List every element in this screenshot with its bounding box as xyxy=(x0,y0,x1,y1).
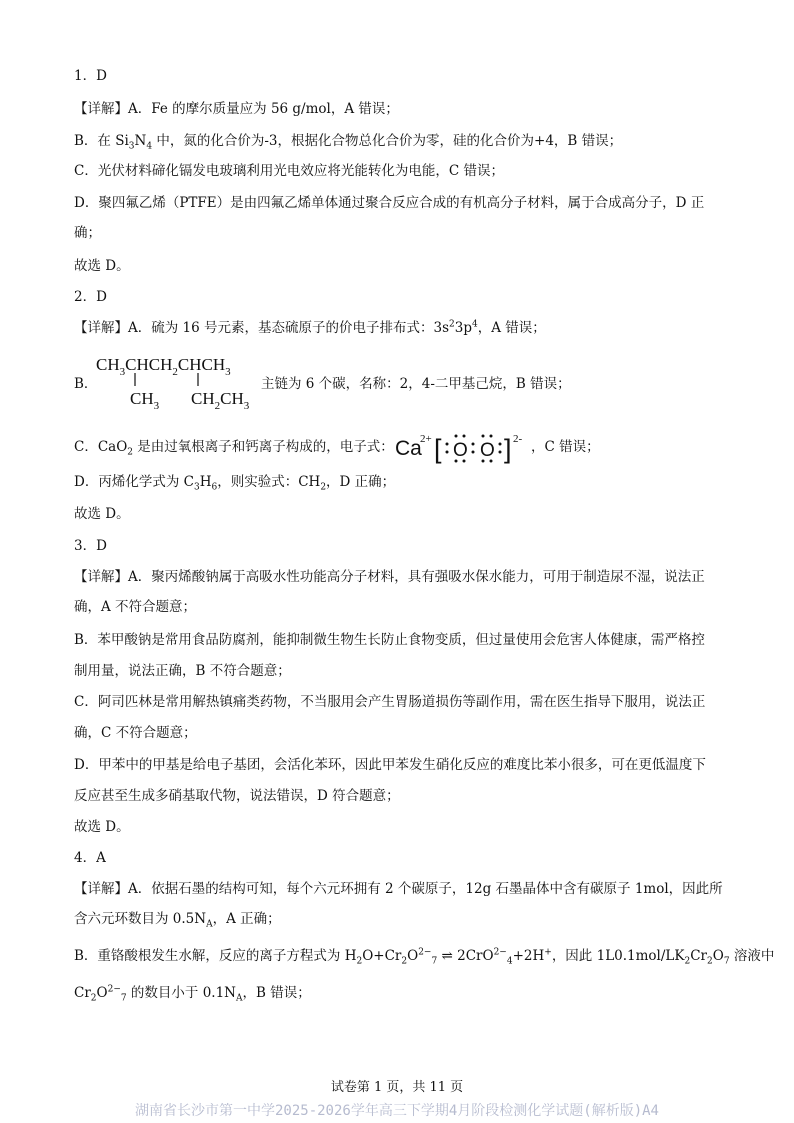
q2-option-b-label: B． xyxy=(74,376,98,392)
q1-answer: 1．D xyxy=(74,68,107,84)
q2-answer: 2．D xyxy=(74,289,107,305)
q4-option-b-line2: $Cr_2O^{2-}_7$ 的数目小于 $0.1N_A$，B 错误； xyxy=(74,984,311,1004)
watermark-text: 湖南省长沙市第一中学2025-2026学年高三下学期4月阶段检测化学试题(解析版)A4 xyxy=(134,1103,659,1119)
q2-option-a: 【详解】A．硫为 16 号元素，基态硫原子的价电子排布式：$3s^23p^4$，A 错误； xyxy=(74,319,546,336)
q3-option-a-line2: 确，A 不符合题意； xyxy=(74,599,197,615)
svg-text:]: ] xyxy=(504,434,512,464)
q1-option-d-line1: D．聚四氟乙烯（PTFE）是由四氟乙烯单体通过聚合反应合成的有机高分子材料，属于合成高分子，D 正 xyxy=(74,195,705,211)
q1-option-d-line2: 确； xyxy=(74,225,101,241)
q3-option-c-line1: C．阿司匹林是常用解热镇痛类药物，不当服用会产生胃肠道损伤等副作用，需在医生指导下服用，说法正 xyxy=(74,694,706,710)
q3-option-a-line1: 【详解】A．聚丙烯酸钠属于高吸水性功能高分子材料，具有强吸水保水能力，可用于制造尿不湿，说法正 xyxy=(74,569,705,585)
structural-formula-dimethylhexane xyxy=(96,352,271,414)
q4-option-a-line1: 【详解】A．依据石墨的结构可知，每个六元环拥有 2 个碳原子，12g 石墨晶体中含有碳原子 1mol，因此所 xyxy=(74,881,723,897)
q3-conclusion: 故选 D。 xyxy=(74,819,130,835)
q3-option-c-line2: 确，C 不符合题意； xyxy=(74,725,197,741)
q2-option-d: D．丙烯化学式为 $C_3H_6$，则实验式：$CH_2$，D 正确； xyxy=(74,474,396,493)
q3-option-b-line1: B．苯甲酸钠是常用食品防腐剂，能抑制微生物生长防止食物变质，但过量使用会危害人体健康，需严格控 xyxy=(74,632,705,648)
q2-conclusion: 故选 D。 xyxy=(74,506,130,522)
q1-option-c: C．光伏材料碲化镉发电玻璃利用光电效应将光能转化为电能，C 错误； xyxy=(74,163,504,179)
svg-text:[: [ xyxy=(434,434,442,464)
q1-option-a: 【详解】A．Fe 的摩尔质量应为 56 g/mol，A 错误； xyxy=(74,101,399,117)
q1-conclusion: 故选 D。 xyxy=(74,258,130,274)
q2-option-c: C．CaO$_2$ 是由过氧根离子和钙离子构成的，电子式： xyxy=(74,439,394,458)
q3-option-d-line1: D．甲苯中的甲基是给电子基团，会活化苯环，因此甲苯发生硝化反应的难度比苯小很多，可在更低温度下 xyxy=(74,757,706,773)
svg-text:2+: 2+ xyxy=(420,433,432,445)
q4-option-a-line2: 含六元环数目为 $0.5N_A$，A 正确； xyxy=(74,911,281,930)
q4-option-b-line1: B．重铬酸根发生水解，反应的离子方程式为 $H_2O+Cr_2O^{2-}_7$ ⇌ 2CrO$^{2-}_4$+2H+，因此 $1L0.1mol/LK_2Cr_2O_7$ 溶液中 xyxy=(74,947,775,967)
q3-answer: 3．D xyxy=(74,538,107,554)
q2-option-c-end: ，C 错误； xyxy=(531,439,600,455)
q4-answer: 4．A xyxy=(74,850,106,866)
page-footer: 试卷第 1 页，共 11 页 xyxy=(330,1080,464,1095)
svg-text:CH3: $CH_3$ xyxy=(130,389,160,412)
q3-option-d-line2: 反应甚至生成多硝基取代物，说法错误，D 符合题意； xyxy=(74,788,400,804)
svg-text:Ca: Ca xyxy=(395,437,422,460)
q1-option-b: B．在 $Si_3N_4$ 中，氮的化合价为-3，根据化合物总化合价为零，硅的化合价为+4，B 错误； xyxy=(74,133,623,152)
svg-text:CH3CHCH2CHCH3: $CH_3CHCH_2CHCH_3$ xyxy=(96,355,231,378)
q2-option-b-text: 主链为 6 个碳，名称：2，4-二甲基己烷，B 错误； xyxy=(261,376,571,392)
svg-text:2-: 2- xyxy=(513,433,523,445)
electron-formula-cao2 xyxy=(395,428,531,466)
svg-text:O: O xyxy=(453,440,468,461)
svg-text:CH2CH3: $CH_2CH_3$ xyxy=(191,389,250,412)
q3-option-b-line2: 制用量，说法正确，B 不符合题意； xyxy=(74,663,291,679)
svg-text:O: O xyxy=(480,440,495,461)
